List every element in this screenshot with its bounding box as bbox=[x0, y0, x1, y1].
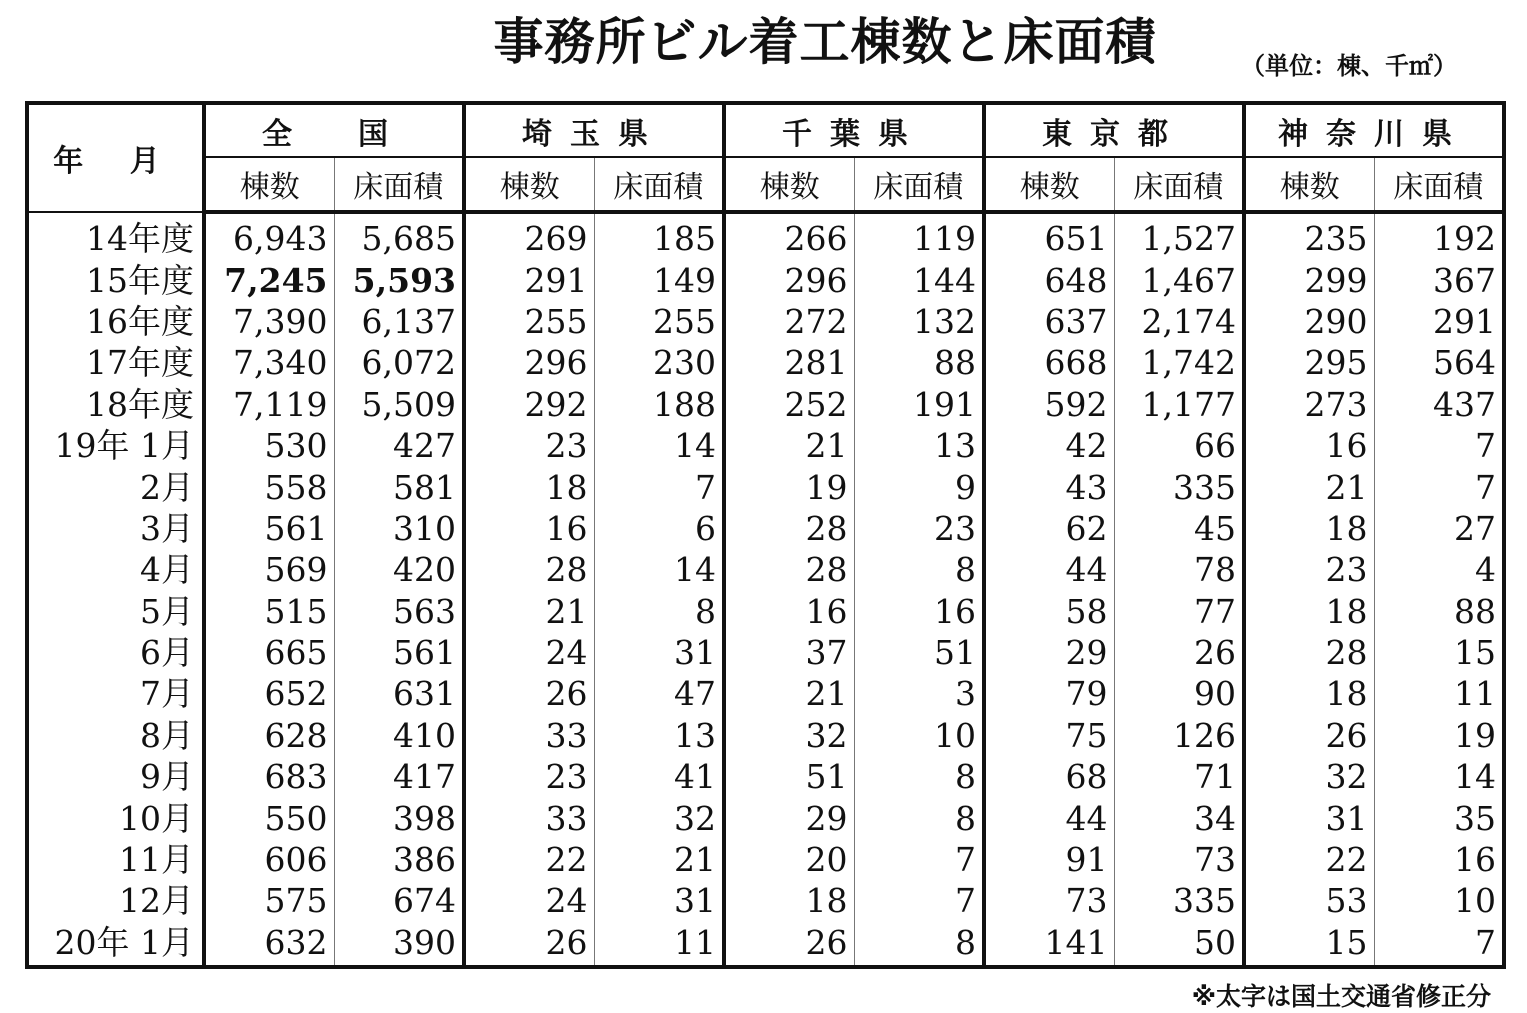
floor-area-cell: 8 bbox=[854, 756, 984, 797]
floor-area-cell: 11 bbox=[594, 922, 724, 967]
count-cell: 23 bbox=[464, 425, 594, 466]
row-label: 10月 bbox=[119, 798, 194, 838]
table-row bbox=[27, 673, 1504, 714]
table-row bbox=[27, 549, 1504, 590]
region-header: 東京都 bbox=[984, 103, 1244, 157]
count-cell: 18 bbox=[1244, 673, 1374, 714]
count-cell: 296 bbox=[724, 259, 854, 300]
floor-area-cell: 5,593 bbox=[334, 259, 464, 300]
count-cell: 73 bbox=[984, 880, 1114, 921]
floor-area-cell: 66 bbox=[1114, 425, 1244, 466]
floor-area-cell: 410 bbox=[334, 715, 464, 756]
count-cell: 668 bbox=[984, 342, 1114, 383]
floor-area-cell: 398 bbox=[334, 797, 464, 838]
table-row bbox=[27, 301, 1504, 342]
count-cell: 648 bbox=[984, 259, 1114, 300]
floor-area-cell: 132 bbox=[854, 301, 984, 342]
count-cell: 6,943 bbox=[204, 212, 334, 259]
floor-area-cell: 437 bbox=[1374, 384, 1504, 425]
row-label: 15年度 bbox=[86, 260, 194, 300]
count-cell: 32 bbox=[724, 715, 854, 756]
count-cell: 31 bbox=[1244, 797, 1374, 838]
floor-area-cell: 7 bbox=[1374, 922, 1504, 967]
row-label: 5月 bbox=[140, 591, 194, 631]
region-header: 全 国 bbox=[204, 103, 464, 157]
count-cell: 75 bbox=[984, 715, 1114, 756]
corner-header: 年 月 bbox=[27, 103, 204, 212]
floor-area-cell: 5,685 bbox=[334, 212, 464, 259]
count-cell: 44 bbox=[984, 549, 1114, 590]
count-cell: 16 bbox=[724, 591, 854, 632]
floor-area-cell: 7 bbox=[854, 839, 984, 880]
sub-header: 床面積 bbox=[594, 157, 724, 212]
count-cell: 561 bbox=[204, 508, 334, 549]
region-header: 神奈川県 bbox=[1244, 103, 1504, 157]
count-cell: 273 bbox=[1244, 384, 1374, 425]
floor-area-cell: 2,174 bbox=[1114, 301, 1244, 342]
floor-area-cell: 10 bbox=[1374, 880, 1504, 921]
count-cell: 29 bbox=[984, 632, 1114, 673]
count-cell: 569 bbox=[204, 549, 334, 590]
sub-header: 棟数 bbox=[1244, 157, 1374, 212]
count-cell: 23 bbox=[464, 756, 594, 797]
count-cell: 592 bbox=[984, 384, 1114, 425]
floor-area-cell: 31 bbox=[594, 880, 724, 921]
table-body bbox=[27, 212, 1504, 967]
row-label: 8月 bbox=[140, 715, 194, 755]
count-cell: 21 bbox=[1244, 466, 1374, 507]
count-cell: 530 bbox=[204, 425, 334, 466]
count-cell: 252 bbox=[724, 384, 854, 425]
sub-header: 床面積 bbox=[334, 157, 464, 212]
table-row bbox=[27, 715, 1504, 756]
count-cell: 44 bbox=[984, 797, 1114, 838]
count-cell: 299 bbox=[1244, 259, 1374, 300]
floor-area-cell: 32 bbox=[594, 797, 724, 838]
floor-area-cell: 21 bbox=[594, 839, 724, 880]
table-row bbox=[27, 466, 1504, 507]
count-cell: 21 bbox=[724, 673, 854, 714]
count-cell: 58 bbox=[984, 591, 1114, 632]
count-cell: 7,390 bbox=[204, 301, 334, 342]
count-cell: 295 bbox=[1244, 342, 1374, 383]
count-cell: 37 bbox=[724, 632, 854, 673]
floor-area-cell: 50 bbox=[1114, 922, 1244, 967]
count-cell: 632 bbox=[204, 922, 334, 967]
floor-area-cell: 14 bbox=[594, 425, 724, 466]
sub-header: 棟数 bbox=[464, 157, 594, 212]
table-row bbox=[27, 212, 1504, 259]
count-cell: 22 bbox=[464, 839, 594, 880]
floor-area-cell: 34 bbox=[1114, 797, 1244, 838]
count-cell: 19 bbox=[724, 466, 854, 507]
floor-area-cell: 14 bbox=[594, 549, 724, 590]
count-cell: 20 bbox=[724, 839, 854, 880]
count-cell: 269 bbox=[464, 212, 594, 259]
row-label: 16年度 bbox=[86, 301, 194, 341]
count-cell: 28 bbox=[1244, 632, 1374, 673]
floor-area-cell: 390 bbox=[334, 922, 464, 967]
table-row bbox=[27, 384, 1504, 425]
floor-area-cell: 35 bbox=[1374, 797, 1504, 838]
floor-area-cell: 73 bbox=[1114, 839, 1244, 880]
floor-area-cell: 88 bbox=[1374, 591, 1504, 632]
count-cell: 291 bbox=[464, 259, 594, 300]
count-cell: 281 bbox=[724, 342, 854, 383]
floor-area-cell: 11 bbox=[1374, 673, 1504, 714]
floor-area-cell: 674 bbox=[334, 880, 464, 921]
floor-area-cell: 149 bbox=[594, 259, 724, 300]
floor-area-cell: 7 bbox=[1374, 425, 1504, 466]
table-row bbox=[27, 922, 1504, 967]
floor-area-cell: 7 bbox=[854, 880, 984, 921]
row-label: 18年度 bbox=[86, 384, 194, 424]
floor-area-cell: 47 bbox=[594, 673, 724, 714]
sub-header: 棟数 bbox=[984, 157, 1114, 212]
floor-area-cell: 564 bbox=[1374, 342, 1504, 383]
floor-area-cell: 561 bbox=[334, 632, 464, 673]
count-cell: 18 bbox=[1244, 508, 1374, 549]
count-cell: 7,340 bbox=[204, 342, 334, 383]
count-cell: 28 bbox=[724, 549, 854, 590]
count-cell: 51 bbox=[724, 756, 854, 797]
floor-area-cell: 1,527 bbox=[1114, 212, 1244, 259]
table-row bbox=[27, 880, 1504, 921]
count-cell: 32 bbox=[1244, 756, 1374, 797]
floor-area-cell: 27 bbox=[1374, 508, 1504, 549]
floor-area-cell: 1,467 bbox=[1114, 259, 1244, 300]
count-cell: 33 bbox=[464, 797, 594, 838]
count-cell: 68 bbox=[984, 756, 1114, 797]
count-cell: 16 bbox=[464, 508, 594, 549]
count-cell: 550 bbox=[204, 797, 334, 838]
table-row bbox=[27, 756, 1504, 797]
floor-area-cell: 71 bbox=[1114, 756, 1244, 797]
floor-area-cell: 3 bbox=[854, 673, 984, 714]
count-cell: 28 bbox=[724, 508, 854, 549]
floor-area-cell: 26 bbox=[1114, 632, 1244, 673]
sub-header: 床面積 bbox=[1114, 157, 1244, 212]
count-cell: 28 bbox=[464, 549, 594, 590]
count-cell: 79 bbox=[984, 673, 1114, 714]
count-cell: 18 bbox=[1244, 591, 1374, 632]
floor-area-cell: 144 bbox=[854, 259, 984, 300]
count-cell: 15 bbox=[1244, 922, 1374, 967]
floor-area-cell: 230 bbox=[594, 342, 724, 383]
row-label: 12月 bbox=[119, 881, 194, 921]
page-title: 事務所ビル着工棟数と床面積 bbox=[493, 13, 1157, 71]
floor-area-cell: 23 bbox=[854, 508, 984, 549]
count-cell: 26 bbox=[464, 922, 594, 967]
table-row bbox=[27, 342, 1504, 383]
floor-area-cell: 78 bbox=[1114, 549, 1244, 590]
count-cell: 652 bbox=[204, 673, 334, 714]
count-cell: 21 bbox=[464, 591, 594, 632]
stats-table bbox=[25, 101, 1506, 969]
count-cell: 235 bbox=[1244, 212, 1374, 259]
table-row bbox=[27, 839, 1504, 880]
floor-area-cell: 77 bbox=[1114, 591, 1244, 632]
floor-area-cell: 14 bbox=[1374, 756, 1504, 797]
region-header: 埼玉県 bbox=[464, 103, 724, 157]
floor-area-cell: 10 bbox=[854, 715, 984, 756]
floor-area-cell: 15 bbox=[1374, 632, 1504, 673]
count-cell: 651 bbox=[984, 212, 1114, 259]
floor-area-cell: 13 bbox=[594, 715, 724, 756]
table-row bbox=[27, 508, 1504, 549]
floor-area-cell: 631 bbox=[334, 673, 464, 714]
table-row bbox=[27, 259, 1504, 300]
floor-area-cell: 51 bbox=[854, 632, 984, 673]
floor-area-cell: 41 bbox=[594, 756, 724, 797]
sub-header: 床面積 bbox=[854, 157, 984, 212]
count-cell: 255 bbox=[464, 301, 594, 342]
count-cell: 575 bbox=[204, 880, 334, 921]
floor-area-cell: 335 bbox=[1114, 466, 1244, 507]
table-row bbox=[27, 632, 1504, 673]
row-label: 14年度 bbox=[86, 218, 194, 258]
row-label: 20年 1月 bbox=[54, 922, 194, 962]
count-cell: 515 bbox=[204, 591, 334, 632]
floor-area-cell: 563 bbox=[334, 591, 464, 632]
row-label: 11月 bbox=[119, 840, 194, 880]
floor-area-cell: 90 bbox=[1114, 673, 1244, 714]
floor-area-cell: 1,177 bbox=[1114, 384, 1244, 425]
floor-area-cell: 88 bbox=[854, 342, 984, 383]
floor-area-cell: 255 bbox=[594, 301, 724, 342]
count-cell: 42 bbox=[984, 425, 1114, 466]
row-label: 7月 bbox=[140, 674, 194, 714]
count-cell: 16 bbox=[1244, 425, 1374, 466]
count-cell: 637 bbox=[984, 301, 1114, 342]
count-cell: 53 bbox=[1244, 880, 1374, 921]
floor-area-cell: 5,509 bbox=[334, 384, 464, 425]
count-cell: 18 bbox=[464, 466, 594, 507]
count-cell: 43 bbox=[984, 466, 1114, 507]
count-cell: 272 bbox=[724, 301, 854, 342]
floor-area-cell: 8 bbox=[854, 549, 984, 590]
floor-area-cell: 417 bbox=[334, 756, 464, 797]
floor-area-cell: 45 bbox=[1114, 508, 1244, 549]
count-cell: 33 bbox=[464, 715, 594, 756]
count-cell: 7,245 bbox=[204, 259, 334, 300]
count-cell: 683 bbox=[204, 756, 334, 797]
count-cell: 26 bbox=[724, 922, 854, 967]
count-cell: 628 bbox=[204, 715, 334, 756]
row-label: 2月 bbox=[140, 467, 194, 507]
floor-area-cell: 291 bbox=[1374, 301, 1504, 342]
floor-area-cell: 6,137 bbox=[334, 301, 464, 342]
count-cell: 29 bbox=[724, 797, 854, 838]
count-cell: 141 bbox=[984, 922, 1114, 967]
floor-area-cell: 188 bbox=[594, 384, 724, 425]
floor-area-cell: 192 bbox=[1374, 212, 1504, 259]
sub-header: 床面積 bbox=[1374, 157, 1504, 212]
sub-header: 棟数 bbox=[204, 157, 334, 212]
floor-area-cell: 191 bbox=[854, 384, 984, 425]
floor-area-cell: 581 bbox=[334, 466, 464, 507]
floor-area-cell: 386 bbox=[334, 839, 464, 880]
floor-area-cell: 119 bbox=[854, 212, 984, 259]
count-cell: 91 bbox=[984, 839, 1114, 880]
row-label: 17年度 bbox=[86, 343, 194, 383]
floor-area-cell: 6,072 bbox=[334, 342, 464, 383]
row-label: 3月 bbox=[140, 508, 194, 548]
floor-area-cell: 8 bbox=[854, 797, 984, 838]
floor-area-cell: 16 bbox=[1374, 839, 1504, 880]
floor-area-cell: 31 bbox=[594, 632, 724, 673]
count-cell: 7,119 bbox=[204, 384, 334, 425]
floor-area-cell: 6 bbox=[594, 508, 724, 549]
floor-area-cell: 7 bbox=[594, 466, 724, 507]
floor-area-cell: 367 bbox=[1374, 259, 1504, 300]
floor-area-cell: 13 bbox=[854, 425, 984, 466]
count-cell: 21 bbox=[724, 425, 854, 466]
table-row bbox=[27, 591, 1504, 632]
row-label: 6月 bbox=[140, 633, 194, 673]
count-cell: 266 bbox=[724, 212, 854, 259]
table-row bbox=[27, 425, 1504, 466]
count-cell: 558 bbox=[204, 466, 334, 507]
floor-area-cell: 16 bbox=[854, 591, 984, 632]
count-cell: 62 bbox=[984, 508, 1114, 549]
count-cell: 292 bbox=[464, 384, 594, 425]
floor-area-cell: 1,742 bbox=[1114, 342, 1244, 383]
count-cell: 665 bbox=[204, 632, 334, 673]
floor-area-cell: 7 bbox=[1374, 466, 1504, 507]
row-label: 4月 bbox=[140, 550, 194, 590]
table-row bbox=[27, 797, 1504, 838]
floor-area-cell: 427 bbox=[334, 425, 464, 466]
count-cell: 23 bbox=[1244, 549, 1374, 590]
region-header: 千葉県 bbox=[724, 103, 984, 157]
count-cell: 290 bbox=[1244, 301, 1374, 342]
unit-note: （単位：棟、千㎡） bbox=[1241, 52, 1457, 80]
count-cell: 22 bbox=[1244, 839, 1374, 880]
count-cell: 606 bbox=[204, 839, 334, 880]
sub-header: 棟数 bbox=[724, 157, 854, 212]
floor-area-cell: 19 bbox=[1374, 715, 1504, 756]
floor-area-cell: 8 bbox=[594, 591, 724, 632]
floor-area-cell: 4 bbox=[1374, 549, 1504, 590]
floor-area-cell: 420 bbox=[334, 549, 464, 590]
row-label: 19年 1月 bbox=[54, 426, 194, 466]
footnote: ※太字は国土交通省修正分 bbox=[1191, 982, 1491, 1011]
row-label: 9月 bbox=[140, 757, 194, 797]
floor-area-cell: 126 bbox=[1114, 715, 1244, 756]
count-cell: 26 bbox=[464, 673, 594, 714]
floor-area-cell: 185 bbox=[594, 212, 724, 259]
floor-area-cell: 8 bbox=[854, 922, 984, 967]
count-cell: 18 bbox=[724, 880, 854, 921]
floor-area-cell: 335 bbox=[1114, 880, 1244, 921]
count-cell: 24 bbox=[464, 880, 594, 921]
floor-area-cell: 310 bbox=[334, 508, 464, 549]
floor-area-cell: 9 bbox=[854, 466, 984, 507]
count-cell: 296 bbox=[464, 342, 594, 383]
count-cell: 24 bbox=[464, 632, 594, 673]
count-cell: 26 bbox=[1244, 715, 1374, 756]
